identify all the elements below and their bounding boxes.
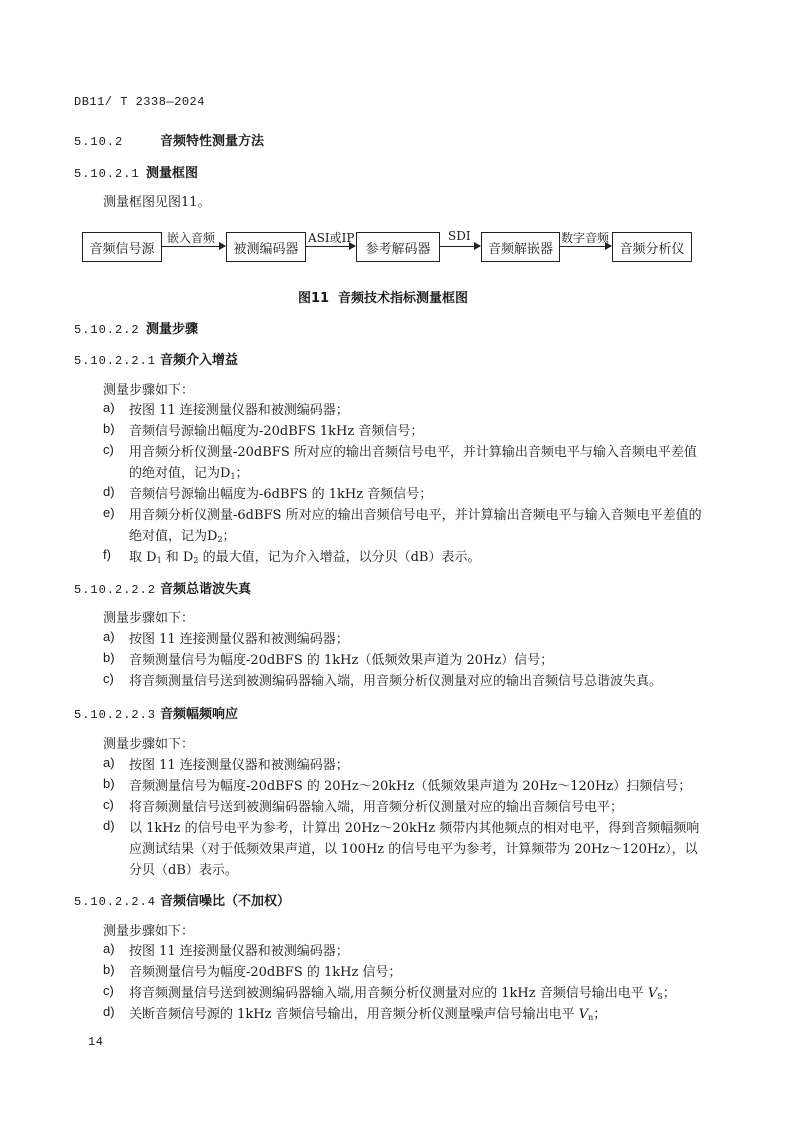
- list-text: 按图 11 连接测量仪器和被测编码器；: [129, 403, 349, 418]
- list-label: d): [103, 484, 115, 499]
- section-title: 音频总谐波失真: [160, 582, 252, 597]
- section-number: 5.10.2: [74, 135, 124, 149]
- arrow-label: 数字音频: [561, 231, 610, 245]
- section-title: 测量步骤: [146, 322, 199, 337]
- section-title: 音频幅频响应: [160, 707, 239, 722]
- list-text-tail: ；: [662, 986, 676, 1001]
- arrow-label: 嵌入音频: [167, 231, 216, 245]
- list-label: c): [103, 797, 114, 812]
- list-text: 音频信号源输出幅度为-6dBFS 的 1kHz 音频信号；: [129, 487, 433, 502]
- section-number: 5.10.2.2.2: [74, 583, 157, 597]
- list-label: b): [103, 421, 115, 436]
- subscript: n: [588, 1013, 594, 1022]
- list-text-mid: 和 D: [161, 550, 194, 565]
- list-text: 按图 11 连接测量仪器和被测编码器；: [129, 944, 349, 959]
- list-text: 音频测量信号为幅度-20dBFS 的 1kHz 信号；: [129, 965, 402, 980]
- list-text: [129, 505, 705, 550]
- section-heading: [74, 578, 251, 597]
- section-title: 测量框图: [146, 166, 199, 181]
- page-number: 14: [88, 1035, 104, 1049]
- list-text-main: 将音频测量信号送到被测编码器输入端,用音频分析仪测量对应的 1kHz 音频信号输出电平: [129, 986, 648, 1001]
- list-text: [129, 442, 705, 487]
- list-text-main: 的最大值，记为介入增益，以分贝（dB）表示。: [198, 550, 481, 565]
- list-text-main: 用音频分析仪测量-6dBFS 所对应的输出音频信号电平，并计算输出音频电平与输入音频电平差值的绝对值，记为D: [129, 508, 702, 544]
- box-reference-decoder: 参考解码器: [356, 232, 440, 262]
- arrow-label: SDI: [448, 229, 471, 243]
- list-text-tail: ；: [222, 529, 236, 544]
- list-label: f): [103, 547, 111, 562]
- section-number: 5.10.2.2: [74, 323, 140, 337]
- paragraph: 测量步骤如下：: [103, 737, 195, 752]
- section-heading: [74, 130, 264, 149]
- section-number: 5.10.2.1: [74, 167, 140, 181]
- arrow-line: [440, 246, 480, 247]
- section-heading: [74, 890, 290, 909]
- variable: V: [578, 1007, 589, 1022]
- box-audio-analyzer: 音频分析仪: [612, 232, 692, 262]
- subscript: 1: [156, 556, 162, 565]
- list-text: 以 1kHz 的信号电平为参考，计算出 20Hz～20kHz 频带内其他频点的相对电平，得到音频幅频响应测试结果（对于低频效果声道，以 100Hz 的信号电平为参考，计算频带为 20Hz～120Hz），以分贝（dB）表示。: [129, 821, 700, 878]
- section-number: 5.10.2.2.4: [74, 895, 157, 909]
- section-heading: [74, 318, 198, 337]
- paragraph: 测量框图见图11。: [103, 195, 211, 210]
- list-text-tail: ；: [593, 1007, 607, 1022]
- section-heading: [74, 703, 238, 722]
- list-text-main: 用音频分析仪测量-20dBFS 所对应的输出音频信号电平，并计算输出音频电平与输入音频电平差值的绝对值，记为D: [129, 445, 697, 481]
- subscript: 1: [230, 472, 236, 481]
- list-label: b): [103, 962, 115, 977]
- list-label: b): [103, 776, 115, 791]
- list-text: [129, 547, 705, 571]
- arrow-line: [306, 246, 355, 247]
- list-label: c): [103, 983, 114, 998]
- list-text: 音频测量信号为幅度-20dBFS 的 1kHz（低频效果声道为 20Hz）信号；: [129, 653, 554, 668]
- list-text: 按图 11 连接测量仪器和被测编码器；: [129, 632, 349, 647]
- subscript: 2: [193, 556, 199, 565]
- list-text: 将音频测量信号送到被测编码器输入端，用音频分析仪测量对应的输出音频信号总谐波失真。: [129, 674, 663, 689]
- list-text-pre: 取 D: [129, 550, 157, 565]
- subscript: S: [657, 992, 663, 1001]
- list-label: d): [103, 818, 115, 833]
- list-label: d): [103, 1004, 115, 1019]
- figure-number: 图11: [298, 291, 330, 306]
- subscript: 2: [217, 535, 223, 544]
- list-text-main: 关断音频信号源的 1kHz 音频信号输出，用音频分析仪测量噪声信号输出电平: [129, 1007, 579, 1022]
- paragraph: 测量步骤如下：: [103, 611, 195, 626]
- list-label: c): [103, 671, 114, 686]
- list-label: c): [103, 442, 114, 457]
- list-text: [129, 1004, 705, 1028]
- list-label: a): [103, 755, 115, 770]
- list-label: a): [103, 400, 115, 415]
- paragraph: 测量步骤如下：: [103, 924, 195, 939]
- variable: V: [647, 986, 658, 1001]
- paragraph: 测量步骤如下：: [103, 383, 195, 398]
- section-number: 5.10.2.2.3: [74, 708, 157, 722]
- list-label: a): [103, 629, 115, 644]
- list-label: e): [103, 505, 115, 520]
- document-code: DB11/ T 2338—2024: [74, 95, 205, 109]
- box-encoder-under-test: 被测编码器: [226, 232, 306, 262]
- figure-title: 音频技术指标测量框图: [338, 291, 469, 306]
- section-title: 音频介入增益: [160, 353, 239, 368]
- list-text: 音频测量信号为幅度-20dBFS 的 20Hz～20kHz（低频效果声道为 20Hz～120Hz）扫频信号；: [129, 779, 692, 794]
- section-heading: [74, 162, 198, 181]
- box-audio-signal-source: 音频信号源: [82, 232, 162, 262]
- list-text: 音频信号源输出幅度为-20dBFS 1kHz 音频信号；: [129, 424, 424, 439]
- arrow-label: ASI或IP: [308, 231, 355, 245]
- list-text: 按图 11 连接测量仪器和被测编码器；: [129, 758, 349, 773]
- figure-caption: [298, 287, 468, 306]
- section-title: 音频信噪比（不加权）: [160, 894, 291, 909]
- section-heading: [74, 349, 238, 368]
- box-audio-deembedder: 音频解嵌器: [481, 232, 560, 262]
- list-text-tail: ；: [235, 466, 249, 481]
- list-label: a): [103, 941, 115, 956]
- list-text: 将音频测量信号送到被测编码器输入端，用音频分析仪测量对应的输出音频信号电平；: [129, 800, 624, 815]
- list-label: b): [103, 650, 115, 665]
- arrow-line: [560, 246, 611, 247]
- section-title: 音频特性测量方法: [160, 134, 265, 149]
- arrow-line: [162, 246, 225, 247]
- section-number: 5.10.2.2.1: [74, 354, 157, 368]
